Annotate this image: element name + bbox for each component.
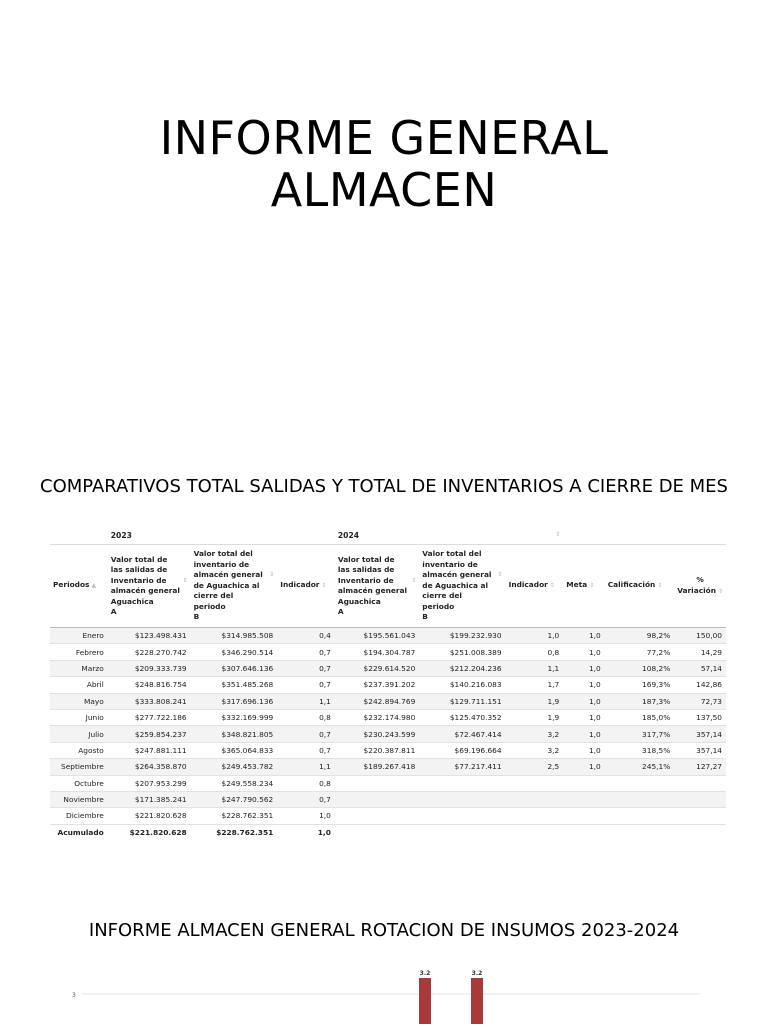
total-value: 1,0 xyxy=(277,824,335,840)
value-cell: $228.762.351 xyxy=(191,808,278,824)
value-cell: $199.232.930 xyxy=(419,628,505,644)
bar-data-label: 3.2 xyxy=(419,970,431,977)
value-cell xyxy=(674,808,726,824)
value-cell xyxy=(419,808,505,824)
value-cell xyxy=(419,791,505,807)
header-line: de Aguachica al xyxy=(193,580,260,590)
value-cell: 77,2% xyxy=(605,644,675,660)
header-line: cierre del xyxy=(193,591,234,601)
comparison-table-container xyxy=(50,526,726,840)
header-line: almacén general xyxy=(337,586,408,595)
value-cell: 98,2% xyxy=(605,628,675,644)
table-row xyxy=(50,726,726,742)
header-line: Inventario de ⇕ xyxy=(337,575,417,585)
period-cell: Febrero xyxy=(50,644,108,660)
table-body xyxy=(50,628,726,841)
rotation-chart xyxy=(0,960,768,1024)
header-line: de Aguachica al xyxy=(422,580,489,590)
value-cell: 150,00 xyxy=(674,628,726,644)
value-cell: $77.217.411 xyxy=(419,759,505,775)
value-cell: 1,0 xyxy=(563,709,605,725)
value-cell: $333.808.241 xyxy=(108,693,191,709)
value-cell xyxy=(506,791,564,807)
value-cell: 142,86 xyxy=(674,677,726,693)
period-cell: Diciembre xyxy=(50,808,108,824)
value-cell: 1,0 xyxy=(277,808,335,824)
total-value: $221.820.628 xyxy=(108,824,191,840)
value-cell: 1,0 xyxy=(563,677,605,693)
value-cell xyxy=(563,775,605,791)
value-cell: 0,7 xyxy=(277,742,335,758)
value-cell xyxy=(563,808,605,824)
value-cell: $247.790.562 xyxy=(191,791,278,807)
value-cell: 1,0 xyxy=(563,693,605,709)
value-cell: 0,7 xyxy=(277,726,335,742)
col-salidas-2023[interactable] xyxy=(108,545,191,628)
header-line: Valor total de xyxy=(337,554,395,564)
value-cell xyxy=(335,775,419,791)
value-cell xyxy=(335,791,419,807)
value-cell: 1,0 xyxy=(563,742,605,758)
value-cell: $248.816.754 xyxy=(108,677,191,693)
value-cell: $195.561.043 xyxy=(335,628,419,644)
header-line: Aguachica xyxy=(337,596,381,606)
value-cell: 0,8 xyxy=(277,709,335,725)
value-cell: $365.064.833 xyxy=(191,742,278,758)
value-cell: $277.722.186 xyxy=(108,709,191,725)
rotation-chart-svg xyxy=(0,960,768,1024)
value-cell: 1,1 xyxy=(277,759,335,775)
main-title-line2: ALMACEN xyxy=(270,163,498,217)
value-cell: $220.387.811 xyxy=(335,742,419,758)
value-cell: 1,9 xyxy=(506,693,564,709)
value-cell: 1,0 xyxy=(506,628,564,644)
value-cell: $72.467.414 xyxy=(419,726,505,742)
period-cell: Noviembre xyxy=(50,791,108,807)
value-cell: 0,8 xyxy=(506,644,564,660)
period-cell: Septiembre xyxy=(50,759,108,775)
value-cell: 0,4 xyxy=(277,628,335,644)
table-row xyxy=(50,709,726,725)
value-cell: 318,5% xyxy=(605,742,675,758)
header-line: cierre del xyxy=(422,591,462,601)
main-title xyxy=(0,112,768,216)
value-cell: $242.894.769 xyxy=(335,693,419,709)
header-line: inventario de xyxy=(193,559,250,569)
header-line: A xyxy=(337,607,344,616)
value-cell: 1,0 xyxy=(563,628,605,644)
header-line: las salidas de xyxy=(337,565,395,574)
value-cell xyxy=(419,775,505,791)
header-line: almacén general ⇕ xyxy=(193,570,275,580)
value-cell: $314.985.508 xyxy=(191,628,278,644)
value-cell: $249.558.234 xyxy=(191,775,278,791)
period-cell: Abril xyxy=(50,677,108,693)
value-cell: 1,7 xyxy=(506,677,564,693)
col-meta[interactable]: Meta ⇕ xyxy=(563,545,605,628)
value-cell xyxy=(506,808,564,824)
col-indicador-2024[interactable]: Indicador ⇕ xyxy=(506,545,564,628)
header-line: A xyxy=(110,607,117,616)
period-cell: Octubre xyxy=(50,775,108,791)
value-cell: $317.696.136 xyxy=(191,693,278,709)
table-row xyxy=(50,693,726,709)
value-cell: $189.267.418 xyxy=(335,759,419,775)
value-cell: 0,7 xyxy=(277,660,335,676)
header-line: periodo xyxy=(193,601,226,611)
col-indicador-2023[interactable]: Indicador ⇕ xyxy=(277,545,335,628)
period-cell: Enero xyxy=(50,628,108,644)
header-line: inventario de xyxy=(422,559,478,569)
value-cell: $123.498.431 xyxy=(108,628,191,644)
section-title-rotacion: INFORME ALMACEN GENERAL ROTACION DE INSUMOS 2023-2024 xyxy=(88,920,680,941)
header-line: Valor total del xyxy=(193,549,253,559)
value-cell xyxy=(506,775,564,791)
table-row xyxy=(50,791,726,807)
value-cell: 187,3% xyxy=(605,693,675,709)
value-cell: $69.196.664 xyxy=(419,742,505,758)
table-row xyxy=(50,677,726,693)
value-cell: $232.174.980 xyxy=(335,709,419,725)
col-inventario-2024[interactable] xyxy=(419,545,505,628)
header-line: Inventario de ⇕ xyxy=(110,575,188,585)
value-cell: 72,73 xyxy=(674,693,726,709)
value-cell: $129.711.151 xyxy=(419,693,505,709)
year-2023-header: 2023 xyxy=(108,526,335,545)
value-cell: $348.821.805 xyxy=(191,726,278,742)
value-cell: 1,0 xyxy=(563,726,605,742)
value-cell: $171.385.241 xyxy=(108,791,191,807)
value-cell: 1,0 xyxy=(563,759,605,775)
value-cell: 1,9 xyxy=(506,709,564,725)
header-line: B xyxy=(422,612,428,622)
comparison-table xyxy=(50,526,726,840)
header-line: almacén general xyxy=(110,586,180,595)
table-row xyxy=(50,759,726,775)
value-cell: 245,1% xyxy=(605,759,675,775)
header-line: almacén general ⇕ xyxy=(422,570,503,580)
value-cell: $207.953.299 xyxy=(108,775,191,791)
value-cell: $351.485.268 xyxy=(191,677,278,693)
period-cell: Julio xyxy=(50,726,108,742)
chart-bar xyxy=(471,978,483,1024)
value-cell: 1,0 xyxy=(563,644,605,660)
total-value: $228.762.351 xyxy=(191,824,278,840)
table-row xyxy=(50,644,726,660)
value-cell: 0,7 xyxy=(277,644,335,660)
value-cell: $264.358.870 xyxy=(108,759,191,775)
value-cell: $229.614.520 xyxy=(335,660,419,676)
value-cell: $259.854.237 xyxy=(108,726,191,742)
table-row xyxy=(50,742,726,758)
table-row xyxy=(50,775,726,791)
header-line: las salidas de xyxy=(110,565,168,574)
y-tick-label: 3 xyxy=(72,992,76,999)
value-cell: 1,1 xyxy=(277,693,335,709)
year-header-row xyxy=(50,526,726,545)
value-cell: 1,0 xyxy=(563,660,605,676)
value-cell xyxy=(605,791,675,807)
value-cell: $249.453.782 xyxy=(191,759,278,775)
value-cell: 3,2 xyxy=(506,742,564,758)
value-cell: 0,8 xyxy=(277,775,335,791)
value-cell: 14,29 xyxy=(674,644,726,660)
value-cell: 185,0% xyxy=(605,709,675,725)
header-line: Aguachica xyxy=(110,596,154,606)
value-cell: $247.881.111 xyxy=(108,742,191,758)
value-cell xyxy=(335,808,419,824)
header-line: B xyxy=(193,612,200,622)
value-cell xyxy=(674,791,726,807)
period-cell: Agosto xyxy=(50,742,108,758)
value-cell: 137,50 xyxy=(674,709,726,725)
bar-data-label: 3.2 xyxy=(471,970,483,977)
total-label: Acumulado xyxy=(50,824,108,840)
value-cell xyxy=(605,775,675,791)
total-row xyxy=(50,824,726,840)
col-periodos[interactable]: Periodos ▲ xyxy=(50,545,108,628)
value-cell xyxy=(605,808,675,824)
col-salidas-2024[interactable] xyxy=(335,545,419,628)
value-cell: $346.290.514 xyxy=(191,644,278,660)
value-cell: 357,14 xyxy=(674,742,726,758)
year-2024-header: 2024 ⇕ xyxy=(335,526,563,545)
value-cell: 57,14 xyxy=(674,660,726,676)
period-cell: Marzo xyxy=(50,660,108,676)
header-line: Valor total del xyxy=(422,549,482,559)
value-cell: $194.304.787 xyxy=(335,644,419,660)
value-cell: 3,2 xyxy=(506,726,564,742)
value-cell xyxy=(674,775,726,791)
value-cell: 0,7 xyxy=(277,791,335,807)
value-cell: 127,27 xyxy=(674,759,726,775)
value-cell: 108,2% xyxy=(605,660,675,676)
col-inventario-2023[interactable] xyxy=(191,545,278,628)
col-calificacion[interactable]: Calificación ⇕ xyxy=(605,545,675,628)
value-cell: 2,5 xyxy=(506,759,564,775)
value-cell: $228.270.742 xyxy=(108,644,191,660)
value-cell: 317,7% xyxy=(605,726,675,742)
table-row xyxy=(50,628,726,644)
value-cell: $307.646.136 xyxy=(191,660,278,676)
table-row xyxy=(50,660,726,676)
value-cell: $212.204.236 xyxy=(419,660,505,676)
header-line: Valor total de xyxy=(110,554,168,564)
section-title-comparativos: COMPARATIVOS TOTAL SALIDAS Y TOTAL DE INVENTARIOS A CIERRE DE MES xyxy=(40,476,728,497)
col-variacion[interactable]: % Variación ⇕ xyxy=(674,545,726,628)
value-cell: $332.169.999 xyxy=(191,709,278,725)
value-cell: $230.243.599 xyxy=(335,726,419,742)
value-cell: $237.391.202 xyxy=(335,677,419,693)
value-cell: $221.820.628 xyxy=(108,808,191,824)
value-cell: $140.216.083 xyxy=(419,677,505,693)
value-cell: 169,3% xyxy=(605,677,675,693)
value-cell: $251.008.389 xyxy=(419,644,505,660)
period-cell: Junio xyxy=(50,709,108,725)
chart-bar xyxy=(419,978,431,1024)
value-cell: $125.470.352 xyxy=(419,709,505,725)
value-cell: 357,14 xyxy=(674,726,726,742)
value-cell: 1,1 xyxy=(506,660,564,676)
column-header-row xyxy=(50,545,726,628)
main-title-line1: INFORME GENERAL xyxy=(159,111,609,165)
header-line: periodo xyxy=(422,601,455,611)
period-cell: Mayo xyxy=(50,693,108,709)
value-cell: $209.333.739 xyxy=(108,660,191,676)
value-cell: 0,7 xyxy=(277,677,335,693)
table-row xyxy=(50,808,726,824)
value-cell xyxy=(563,791,605,807)
